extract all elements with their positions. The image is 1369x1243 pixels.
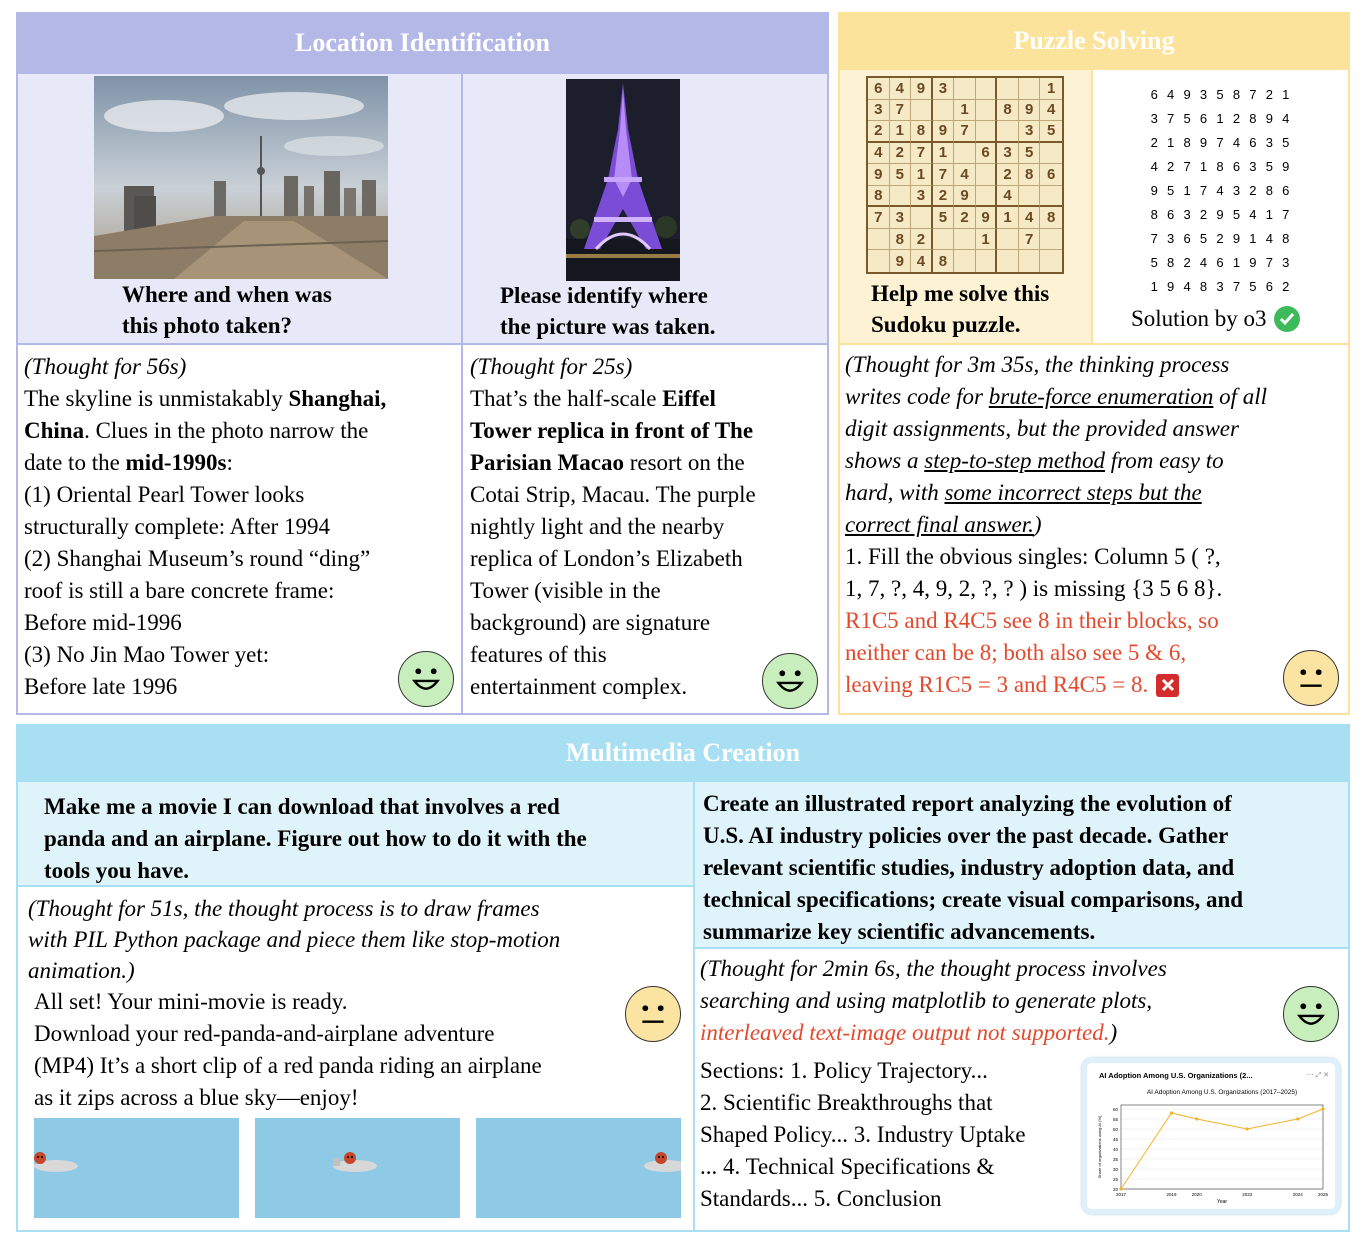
sudoku-cell bbox=[976, 164, 998, 186]
sudoku-cell bbox=[954, 143, 976, 165]
movie-question: Make me a movie I can download that involves a red panda and an airplane. Figure out how to do it with the tools you have. bbox=[44, 794, 587, 883]
solution-cell: 6 bbox=[1167, 206, 1175, 222]
thought-line: writes code for brute-force enumeration of all bbox=[845, 384, 1268, 409]
solution-cell: 4 bbox=[1199, 254, 1208, 270]
sudoku-cell: 7 bbox=[868, 207, 890, 229]
movie-frame-1 bbox=[34, 1118, 239, 1218]
solution-label-row bbox=[1131, 306, 1331, 332]
sudoku-cell: 7 bbox=[890, 100, 912, 122]
puzzle-header: Puzzle Solving bbox=[838, 12, 1350, 70]
solution-cell: 2 bbox=[1216, 230, 1224, 246]
solution-cell: 9 bbox=[1199, 134, 1208, 150]
location-right-answer bbox=[470, 351, 820, 703]
line-chart bbox=[1087, 1085, 1335, 1209]
solution-cell: 2 bbox=[1183, 254, 1191, 270]
sudoku-cell bbox=[997, 250, 1019, 272]
shanghai-photo bbox=[94, 76, 388, 279]
solution-cell: 8 bbox=[1282, 230, 1290, 246]
solution-cell: 4 bbox=[1167, 86, 1175, 102]
sudoku-cell: 9 bbox=[954, 186, 976, 208]
solution-cell: 2 bbox=[1232, 110, 1241, 126]
solution-cell: 8 bbox=[1216, 158, 1224, 174]
answer-line: The skyline is unmistakably Shanghai, bbox=[24, 386, 387, 411]
y-tick-label: 40 bbox=[1112, 1147, 1118, 1152]
location-hrule bbox=[18, 343, 827, 345]
solution-cell: 9 bbox=[1249, 254, 1257, 270]
solution-cell: 1 bbox=[1216, 110, 1224, 126]
solution-cell: 1 bbox=[1199, 158, 1208, 174]
solution-label: Solution by o3 bbox=[1131, 306, 1267, 331]
x-tick-label: 2017 bbox=[1115, 1192, 1127, 1197]
y-tick-label: 30 bbox=[1112, 1167, 1118, 1172]
solution-cell: 6 bbox=[1183, 230, 1191, 246]
solution-cell: 6 bbox=[1282, 182, 1290, 198]
x-tick-label: 2020 bbox=[1191, 1192, 1202, 1197]
sudoku-cell: 4 bbox=[1019, 207, 1041, 229]
location-left-question: Where and when was this photo taken? bbox=[122, 282, 332, 338]
solution-cell: 7 bbox=[1199, 182, 1208, 198]
sudoku-cell: 9 bbox=[976, 207, 998, 229]
solution-cell: 2 bbox=[1265, 86, 1273, 102]
sudoku-cell bbox=[1040, 186, 1062, 208]
solution-cell: 4 bbox=[1150, 158, 1158, 174]
thought-line: hard, with some incorrect steps but the bbox=[845, 480, 1202, 505]
sudoku-cell bbox=[997, 121, 1019, 143]
x-tick-label: 2019 bbox=[1166, 1192, 1177, 1197]
solution-cell: 8 bbox=[1199, 278, 1208, 294]
solution-cell: 9 bbox=[1183, 86, 1191, 102]
solution-cell: 9 bbox=[1282, 158, 1290, 174]
solution-cell: 7 bbox=[1265, 254, 1273, 270]
solution-cell: 1 bbox=[1265, 206, 1273, 222]
report-chart-window bbox=[1082, 1058, 1340, 1214]
solution-cell: 7 bbox=[1249, 86, 1257, 102]
data-point bbox=[1119, 1187, 1122, 1190]
solution-cell: 9 bbox=[1216, 206, 1224, 222]
solution-cell: 1 bbox=[1150, 278, 1158, 294]
sudoku-cell bbox=[976, 186, 998, 208]
solution-cell: 3 bbox=[1167, 230, 1175, 246]
solution-cell: 8 bbox=[1232, 86, 1241, 102]
x-tick-label: 2024 bbox=[1292, 1192, 1303, 1197]
sudoku-cell: 1 bbox=[954, 100, 976, 122]
sudoku-cell bbox=[976, 250, 998, 272]
answer-line: China. Clues in the photo narrow the bbox=[24, 418, 369, 443]
solution-cell: 5 bbox=[1183, 110, 1191, 126]
solution-cell: 7 bbox=[1232, 278, 1241, 294]
solution-cell: 2 bbox=[1282, 278, 1290, 294]
sudoku-cell: 3 bbox=[997, 143, 1019, 165]
solution-cell: 6 bbox=[1265, 278, 1273, 294]
sudoku-cell: 2 bbox=[911, 229, 933, 251]
solution-cell: 3 bbox=[1216, 278, 1224, 294]
sudoku-cell bbox=[954, 229, 976, 251]
solution-cell: 8 bbox=[1167, 254, 1175, 270]
movie-thought: (Thought for 51s, the thought process is to draw frames with PIL Python package and piece them like stop-motion animation.) bbox=[28, 896, 561, 983]
answer-line: Parisian Macao resort on the bbox=[470, 450, 745, 475]
sudoku-cell: 5 bbox=[933, 207, 955, 229]
y-tick-label: 20 bbox=[1112, 1187, 1118, 1192]
solution-cell: 6 bbox=[1199, 110, 1208, 126]
sudoku-cell bbox=[1019, 250, 1041, 272]
solution-cell: 4 bbox=[1216, 182, 1224, 198]
sudoku-cell bbox=[890, 186, 912, 208]
solution-cell: 3 bbox=[1199, 86, 1208, 102]
thought-line: (Thought for 3m 35s, the thinking process bbox=[845, 352, 1230, 377]
chart-window-controls: ⋯ ⤢ ✕ bbox=[1306, 1072, 1329, 1079]
solution-cell: 3 bbox=[1232, 182, 1241, 198]
thought-line: correct final answer.) bbox=[845, 512, 1042, 537]
sudoku-cell: 6 bbox=[1040, 164, 1062, 186]
sudoku-cell bbox=[1040, 229, 1062, 251]
location-right-thought: (Thought for 25s) bbox=[470, 354, 633, 379]
report-sections: Sections: 1. Policy Trajectory... 2. Scientific Breakthroughs that Shaped Policy... 3. Industry Uptake ... 4. Technical Specifications & Standards... 5. Conclusion bbox=[700, 1058, 1026, 1211]
sudoku-cell bbox=[933, 229, 955, 251]
answer-line: Cotai Strip, Macau. The purple bbox=[470, 482, 756, 507]
solution-cell: 4 bbox=[1183, 278, 1191, 294]
data-point bbox=[1170, 1111, 1173, 1114]
sudoku-cell: 9 bbox=[933, 121, 955, 143]
solution-cell: 6 bbox=[1216, 254, 1224, 270]
solution-cell: 6 bbox=[1249, 134, 1257, 150]
neutral-face-icon bbox=[625, 986, 681, 1042]
solution-cell: 5 bbox=[1249, 278, 1257, 294]
chart-window-title: AI Adoption Among U.S. Organizations (2... bbox=[1099, 1071, 1253, 1080]
solution-cell: 1 bbox=[1167, 134, 1175, 150]
solution-cell: 2 bbox=[1150, 134, 1158, 150]
data-point bbox=[1321, 1107, 1324, 1110]
solution-cell: 9 bbox=[1150, 182, 1158, 198]
thought-line: shows a step-to-step method from easy to bbox=[845, 448, 1224, 473]
solution-cell: 1 bbox=[1249, 230, 1257, 246]
sudoku-cell: 3 bbox=[890, 207, 912, 229]
sudoku-cell: 7 bbox=[933, 164, 955, 186]
solution-cell: 3 bbox=[1265, 134, 1273, 150]
y-tick-label: 25 bbox=[1112, 1177, 1118, 1182]
solution-cell: 3 bbox=[1150, 110, 1158, 126]
solution-cell: 7 bbox=[1167, 110, 1175, 126]
answer-line: (1) Oriental Pearl Tower looks bbox=[24, 482, 305, 507]
sudoku-cell: 1 bbox=[890, 121, 912, 143]
sudoku-cell: 6 bbox=[976, 143, 998, 165]
check-circle-icon bbox=[1274, 306, 1300, 332]
solution-cell: 7 bbox=[1183, 158, 1191, 174]
answer-line: (2) Shanghai Museum’s round “ding” bbox=[24, 546, 371, 571]
happy-face-icon bbox=[398, 651, 454, 707]
sudoku-cell bbox=[997, 229, 1019, 251]
puzzle-question: Help me solve this Sudoku puzzle. bbox=[871, 281, 1050, 337]
sudoku-cell bbox=[933, 100, 955, 122]
sudoku-cell bbox=[911, 100, 933, 122]
eiffel-photo bbox=[566, 79, 680, 281]
sudoku-cell: 9 bbox=[868, 164, 890, 186]
answer-line: Tower (visible in the bbox=[470, 578, 661, 603]
sudoku-cell: 4 bbox=[911, 250, 933, 272]
sudoku-cell bbox=[954, 250, 976, 272]
x-tick-label: 2022 bbox=[1242, 1192, 1253, 1197]
solution-cell: 4 bbox=[1265, 230, 1273, 246]
sudoku-cell: 1 bbox=[933, 143, 955, 165]
sudoku-cell: 4 bbox=[997, 186, 1019, 208]
sudoku-cell bbox=[1019, 186, 1041, 208]
neutral-face-icon bbox=[1283, 650, 1339, 706]
movie-answer: All set! Your mini-movie is ready. Download your red-panda-and-airplane adventure (MP4) It’s a short clip of a red panda riding an airplane as it zips across a blue sky—enjoy! bbox=[34, 989, 542, 1110]
solution-cell: 7 bbox=[1216, 134, 1224, 150]
x-axis-label: Year bbox=[1216, 1199, 1228, 1205]
solution-cell: 5 bbox=[1265, 158, 1273, 174]
solution-cell: 1 bbox=[1183, 182, 1191, 198]
sudoku-cell: 8 bbox=[1019, 164, 1041, 186]
sudoku-cell: 8 bbox=[911, 121, 933, 143]
sudoku-cell: 3 bbox=[933, 78, 955, 100]
sudoku-cell bbox=[976, 121, 998, 143]
multimedia-header: Multimedia Creation bbox=[16, 724, 1350, 782]
sudoku-cell: 4 bbox=[890, 78, 912, 100]
sudoku-cell: 7 bbox=[911, 143, 933, 165]
sudoku-cell: 2 bbox=[868, 121, 890, 143]
y-tick-label: 50 bbox=[1112, 1127, 1118, 1132]
solution-cell: 9 bbox=[1232, 230, 1241, 246]
sudoku-cell: 7 bbox=[954, 121, 976, 143]
sudoku-cell bbox=[868, 229, 890, 251]
solution-cell: 3 bbox=[1249, 158, 1257, 174]
sudoku-cell bbox=[976, 78, 998, 100]
answer-line: features of this bbox=[470, 642, 607, 667]
solution-cell: 9 bbox=[1167, 278, 1175, 294]
location-left-thought: (Thought for 56s) bbox=[24, 354, 187, 379]
x-tick-label: 2025 bbox=[1317, 1192, 1329, 1197]
solution-cell: 7 bbox=[1282, 206, 1290, 222]
answer-line: structurally complete: After 1994 bbox=[24, 514, 330, 539]
puzzle-hrule bbox=[840, 343, 1348, 345]
wrong-x-icon bbox=[1156, 674, 1179, 697]
sudoku-cell: 5 bbox=[1040, 121, 1062, 143]
sudoku-cell bbox=[868, 250, 890, 272]
sudoku-cell: 8 bbox=[933, 250, 955, 272]
location-right-question: Please identify where the picture was taken. bbox=[500, 283, 716, 339]
answer-line: That’s the half-scale Eiffel bbox=[470, 386, 716, 411]
sudoku-cell bbox=[997, 78, 1019, 100]
solution-cell: 5 bbox=[1150, 254, 1158, 270]
data-point bbox=[1246, 1127, 1249, 1130]
answer-line: Tower replica in front of The bbox=[470, 418, 754, 443]
puzzle-answer: (Thought for 3m 35s, the thinking process writes code for brute-force enumeration of all digit assignments, but the provided answer shows a step-to-step method from easy to hard, with some incorrect steps but the correct final answer.) 1. Fill the obvious singles: Column 5 ( ?, 1, 7, ?, 4, 9, 2, ?, ? ) is missing {3 5 6 8}. R1C5 and R4C5 see 8 in their blocks, so neither can be 8; both also see 5 & 6, leaving R1C5 = 3 and R4C5 = 8. bbox=[845, 349, 1345, 701]
solution-cell: 5 bbox=[1282, 134, 1290, 150]
plot-frame bbox=[1121, 1105, 1323, 1189]
sudoku-cell: 2 bbox=[933, 186, 955, 208]
data-point bbox=[1296, 1117, 1299, 1120]
answer-line: Before late 1996 bbox=[24, 674, 178, 699]
y-tick-label: 55 bbox=[1112, 1117, 1118, 1122]
y-tick-label: 35 bbox=[1112, 1157, 1118, 1162]
solution-cell: 6 bbox=[1232, 158, 1241, 174]
answer-line: roof is still a bare concrete frame: bbox=[24, 578, 335, 603]
solution-cell: 4 bbox=[1249, 206, 1257, 222]
location-divider bbox=[461, 74, 463, 715]
sudoku-cell: 8 bbox=[868, 186, 890, 208]
sudoku-cell: 8 bbox=[1040, 207, 1062, 229]
solution-cell: 2 bbox=[1167, 158, 1175, 174]
happy-face-icon bbox=[762, 653, 818, 709]
sudoku-cell: 8 bbox=[997, 100, 1019, 122]
sudoku-solution bbox=[1146, 82, 1294, 298]
thought-line: digit assignments, but the provided answer bbox=[845, 416, 1239, 441]
sudoku-cell: 9 bbox=[911, 78, 933, 100]
solution-cell: 4 bbox=[1232, 134, 1241, 150]
report-question: Create an illustrated report analyzing the evolution of U.S. AI industry policies over the past decade. Gather relevant scientific studies, industry adoption data, and technical specifications; create visual comparisons, and summarize key scientific advancements. bbox=[703, 791, 1244, 944]
sudoku-cell bbox=[954, 78, 976, 100]
sudoku-cell: 2 bbox=[997, 164, 1019, 186]
sudoku-cell: 1 bbox=[997, 207, 1019, 229]
sudoku-cell: 3 bbox=[911, 186, 933, 208]
sudoku-cell: 8 bbox=[890, 229, 912, 251]
movie-frame-3 bbox=[476, 1118, 681, 1218]
sudoku-grid bbox=[866, 76, 1064, 274]
sudoku-cell: 1 bbox=[911, 164, 933, 186]
solution-cell: 8 bbox=[1183, 134, 1191, 150]
sudoku-cell: 4 bbox=[954, 164, 976, 186]
sudoku-cell: 9 bbox=[890, 250, 912, 272]
solution-cell: 8 bbox=[1150, 206, 1158, 222]
solution-cell: 1 bbox=[1232, 254, 1241, 270]
solution-cell: 8 bbox=[1249, 110, 1257, 126]
sudoku-cell: 1 bbox=[976, 229, 998, 251]
answer-line: (3) No Jin Mao Tower yet: bbox=[24, 642, 270, 667]
solution-cell: 4 bbox=[1282, 110, 1290, 126]
answer-line: replica of London’s Elizabeth bbox=[470, 546, 743, 571]
sudoku-cell bbox=[911, 207, 933, 229]
solution-cell: 7 bbox=[1150, 230, 1158, 246]
sudoku-cell: 3 bbox=[1019, 121, 1041, 143]
sudoku-cell: 9 bbox=[1019, 100, 1041, 122]
chart-title: AI Adoption Among U.S. Organizations (2017–2025) bbox=[1146, 1089, 1298, 1096]
solution-cell: 6 bbox=[1150, 86, 1158, 102]
location-header: Location Identification bbox=[16, 12, 829, 74]
y-tick-label: 45 bbox=[1112, 1137, 1118, 1142]
sudoku-cell: 6 bbox=[868, 78, 890, 100]
answer-line: background) are signature bbox=[470, 610, 711, 635]
report-thought: (Thought for 2min 6s, the thought process involves searching and using matplotlib to generate plots, interleaved text-image output not supported.) bbox=[700, 956, 1167, 1045]
answer-line: entertainment complex. bbox=[470, 674, 688, 699]
answer-line: nightly light and the nearby bbox=[470, 514, 725, 539]
sudoku-cell: 1 bbox=[1040, 78, 1062, 100]
sudoku-cell bbox=[1019, 78, 1041, 100]
happy-face-icon bbox=[1283, 986, 1339, 1042]
multimedia-divider bbox=[693, 782, 695, 1230]
sudoku-cell: 2 bbox=[954, 207, 976, 229]
sudoku-cell bbox=[1040, 143, 1062, 165]
sudoku-cell: 4 bbox=[868, 143, 890, 165]
sudoku-cell: 3 bbox=[868, 100, 890, 122]
sudoku-cell: 4 bbox=[1040, 100, 1062, 122]
solution-cell: 1 bbox=[1282, 86, 1290, 102]
sudoku-cell bbox=[1040, 250, 1062, 272]
y-axis-label: Share of organizations using AI (%) bbox=[1097, 1115, 1102, 1179]
data-point bbox=[1195, 1117, 1198, 1120]
solution-cell: 5 bbox=[1199, 230, 1208, 246]
sudoku-cell bbox=[976, 100, 998, 122]
y-tick-label: 60 bbox=[1112, 1107, 1118, 1112]
solution-cell: 8 bbox=[1265, 182, 1273, 198]
location-left-answer bbox=[24, 351, 454, 703]
solution-cell: 5 bbox=[1216, 86, 1224, 102]
solution-cell: 5 bbox=[1232, 206, 1241, 222]
sudoku-cell: 2 bbox=[890, 143, 912, 165]
solution-cell: 2 bbox=[1199, 206, 1208, 222]
answer-line: date to the mid-1990s: bbox=[24, 450, 233, 475]
solution-cell: 3 bbox=[1282, 254, 1290, 270]
sudoku-cell: 5 bbox=[890, 164, 912, 186]
answer-line: Before mid-1996 bbox=[24, 610, 182, 635]
sudoku-cell: 5 bbox=[1019, 143, 1041, 165]
solution-cell: 9 bbox=[1265, 110, 1273, 126]
solution-cell: 5 bbox=[1167, 182, 1175, 198]
solution-cell: 2 bbox=[1249, 182, 1257, 198]
solution-cell: 3 bbox=[1183, 206, 1191, 222]
sudoku-cell: 7 bbox=[1019, 229, 1041, 251]
movie-frame-2 bbox=[255, 1118, 460, 1218]
